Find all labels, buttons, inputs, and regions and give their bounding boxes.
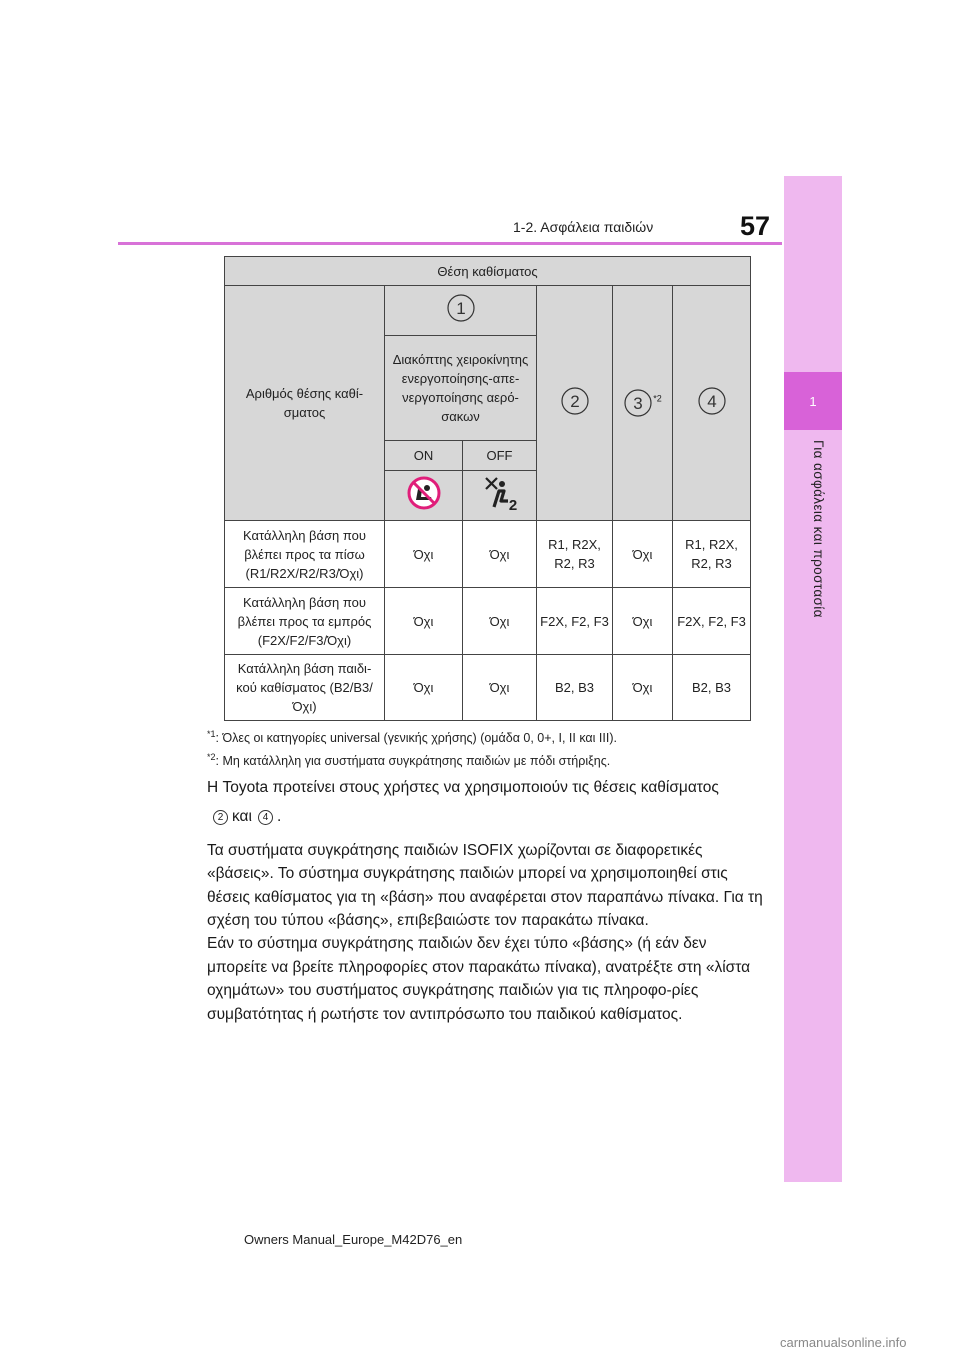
page-number: 57 xyxy=(740,211,771,241)
svg-text:1: 1 xyxy=(455,299,466,318)
footnote-2: $^{*2}$: Μη κατάλληλη για συστήματα συγκράτησης παιδιών με πόδι στήριξης. xyxy=(207,752,611,768)
airbag-on-no-rearward-seat-icon xyxy=(405,475,443,511)
svg-text:2: 2 xyxy=(508,497,517,513)
table-row-forward-label: Κατάλληλη βάση που βλέπει προς τα εμπρός (F2X/F2/F3/Όχι) xyxy=(225,588,385,655)
table-cell: Όχι xyxy=(463,655,537,721)
table-cell: Όχι xyxy=(463,521,537,588)
seat-number-label: Αριθμός θέσης καθί-σματος xyxy=(225,286,385,521)
position-4-icon xyxy=(697,386,727,416)
table-cell: Όχι xyxy=(613,655,673,721)
position-2-icon xyxy=(560,386,590,416)
switch-on-label: ON xyxy=(385,441,463,471)
airbag-off-cell xyxy=(463,471,537,521)
position-1-icon xyxy=(446,293,476,323)
position-3-footnote-ref: *2 xyxy=(653,393,662,404)
recommendation-paragraph: Η Toyota προτείνει στους χρήστες να χρησιμοποιούν τις θέσεις καθίσματος xyxy=(207,779,719,796)
seat-position-header: Θέση καθίσματος xyxy=(225,257,751,286)
isofix-bases-paragraph: Τα συστήματα συγκράτησης παιδιών ISOFIX χωρίζονται σε διαφορετικές «βάσεις». Το σύστημα συγκράτησης παιδιών μπορεί να χρησιμοποιηθεί στις θέσεις καθίσματος για τη «βάση» που αναφέρεται στον παραπάνω πίνακα. Για τη σχέση του τύπου «βάσης», επιβεβαιώστε τον παρακάτω πίνακα. xyxy=(207,841,763,930)
footer-manual-id: Owners Manual_Europe_M42D76_en xyxy=(244,1232,463,1247)
position-4-inline-icon: 4 xyxy=(258,810,273,825)
table-cell: Όχι xyxy=(613,521,673,588)
table-cell: F2X, F2, F3 xyxy=(537,588,613,655)
position-3-cell xyxy=(613,286,673,521)
table-cell: B2, B3 xyxy=(537,655,613,721)
airbag-off-icon xyxy=(480,473,520,513)
svg-text:4: 4 xyxy=(706,391,717,411)
isofix-seat-table xyxy=(224,256,751,721)
chapter-number-badge: 1 xyxy=(784,372,842,430)
watermark: carmanualsonline.info xyxy=(780,1335,907,1350)
position-1-cell xyxy=(385,286,537,336)
body-text xyxy=(207,776,767,1026)
header-rule xyxy=(118,242,782,245)
position-2-inline-icon: 2 xyxy=(213,810,228,825)
table-row-booster-label: Κατάλληλη βάση παιδι-κού καθίσματος (B2/B3/Όχι) xyxy=(225,655,385,721)
switch-off-label: OFF xyxy=(463,441,537,471)
table-cell: Όχι xyxy=(385,588,463,655)
table-cell: F2X, F2, F3 xyxy=(673,588,751,655)
table-cell: R1, R2X, R2, R3 xyxy=(537,521,613,588)
chapter-title-vertical: Για ασφάλεια και προστασία xyxy=(811,440,826,618)
table-row-rearward-label: Κατάλληλη βάση που βλέπει προς τα πίσω (R1/R2X/R2/R3/Όχι) xyxy=(225,521,385,588)
table-cell: R1, R2X, R2, R3 xyxy=(673,521,751,588)
table-cell: Όχι xyxy=(613,588,673,655)
table-cell: Όχι xyxy=(385,521,463,588)
svg-text:2: 2 xyxy=(569,391,580,411)
table-cell: Όχι xyxy=(385,655,463,721)
svg-text:3: 3 xyxy=(633,394,643,413)
position-3-icon xyxy=(623,388,653,418)
footnote-1: $^{*1}$: Όλες οι κατηγορίες universal (γενικής χρήσης) (ομάδα 0, 0+, I, II και III). xyxy=(207,729,617,745)
no-base-type-paragraph: Εάν το σύστημα συγκράτησης παιδιών δεν έχει τύπο «βάσης» (ή εάν δεν μπορείτε να βρείτε πληροφορίες στον παρακάτω πίνακα), ανατρέξτε στη «λίστα οχημάτων» του συστήματος συγκράτησης παιδιών για τις πληροφο-ρίες συμβατότητας ή ρωτήστε τον αντιπρόσωπο του παιδικού καθίσματος. xyxy=(207,935,751,1023)
airbag-switch-label: Διακόπτης χειροκίνητης ενεργοποίησης-απε-νεργοποίησης αερό-σακων xyxy=(385,336,537,441)
airbag-on-cell xyxy=(385,471,463,521)
position-4-cell xyxy=(673,286,751,521)
recommendation-positions: 2 και 4 . xyxy=(207,805,767,828)
position-2-cell xyxy=(537,286,613,521)
table-cell: Όχι xyxy=(463,588,537,655)
table-cell: B2, B3 xyxy=(673,655,751,721)
section-title: 1-2. Ασφάλεια παιδιών xyxy=(513,219,654,235)
